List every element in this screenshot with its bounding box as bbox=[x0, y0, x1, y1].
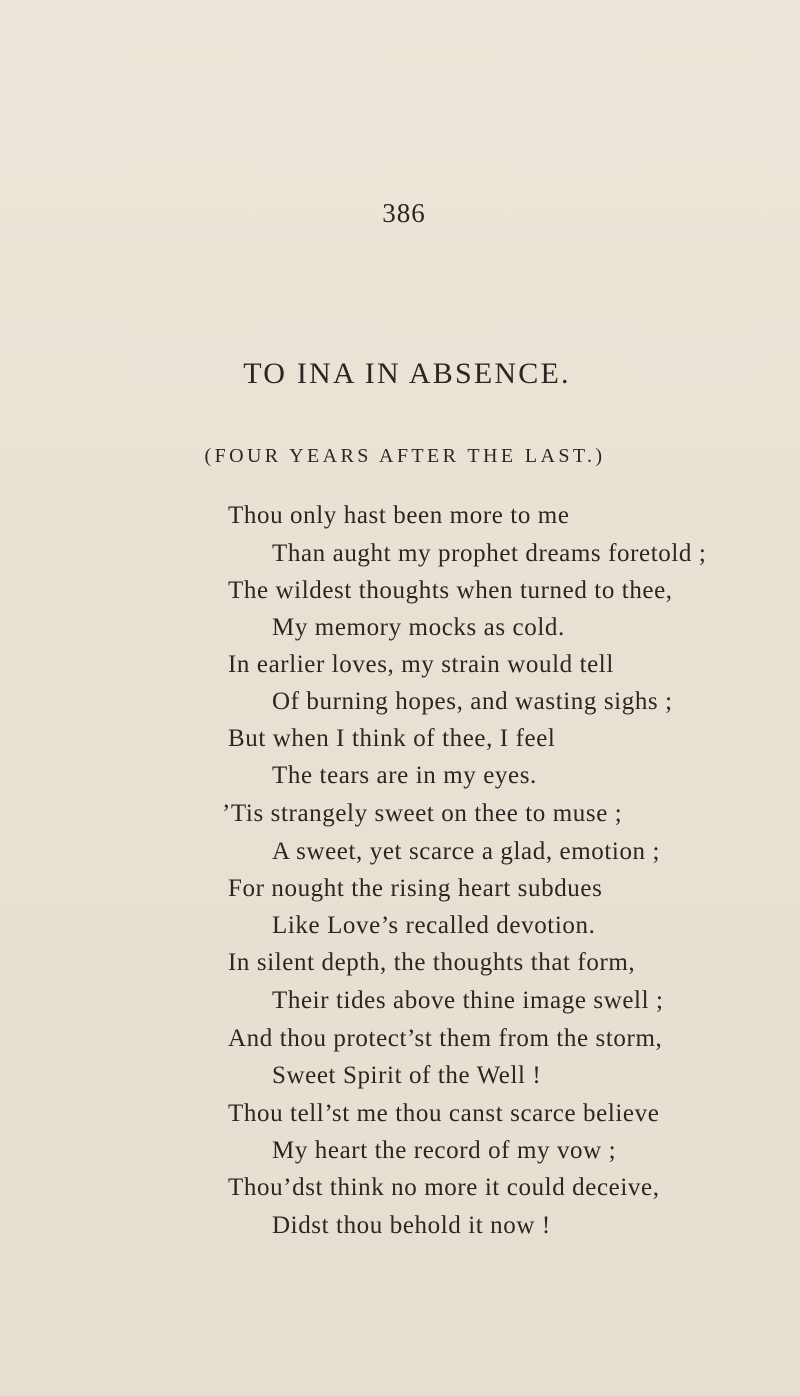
poem-line: But when I think of thee, I feel bbox=[228, 725, 556, 752]
poem-line: A sweet, yet scarce a glad, emotion ; bbox=[272, 838, 661, 865]
poem-line: Thou tell’st me thou canst scarce believe bbox=[228, 1100, 660, 1127]
poem-line: Thou’dst think no more it could deceive, bbox=[228, 1174, 660, 1201]
poem-line: Their tides above thine image swell ; bbox=[272, 987, 664, 1014]
poem-line: The tears are in my eyes. bbox=[272, 762, 537, 789]
poem-line: For nought the rising heart subdues bbox=[228, 875, 603, 902]
page-number: 386 bbox=[382, 198, 426, 228]
poem-line: In silent depth, the thoughts that form, bbox=[228, 949, 636, 976]
poem-line: My memory mocks as cold. bbox=[272, 614, 565, 641]
poem-line: Thou only hast been more to me bbox=[228, 502, 570, 529]
poem-line: ’Tis strangely sweet on thee to muse ; bbox=[222, 800, 623, 827]
poem-line: My heart the record of my vow ; bbox=[272, 1137, 617, 1164]
poem-line: In earlier loves, my strain would tell bbox=[228, 651, 614, 678]
poem-subtitle: (FOUR YEARS AFTER THE LAST.) bbox=[204, 445, 606, 467]
poem-line: Than aught my prophet dreams foretold ; bbox=[272, 540, 707, 567]
poem-line: Of burning hopes, and wasting sighs ; bbox=[272, 688, 673, 715]
poem-line: And thou protect’st them from the storm, bbox=[228, 1025, 663, 1052]
poem-line: Didst thou behold it now ! bbox=[272, 1212, 551, 1239]
poem-line: Sweet Spirit of the Well ! bbox=[272, 1062, 542, 1089]
poem-line: The wildest thoughts when turned to thee, bbox=[228, 577, 673, 604]
poem-title: TO INA IN ABSENCE. bbox=[243, 357, 571, 390]
poem-line: Like Love’s recalled devotion. bbox=[272, 912, 596, 939]
